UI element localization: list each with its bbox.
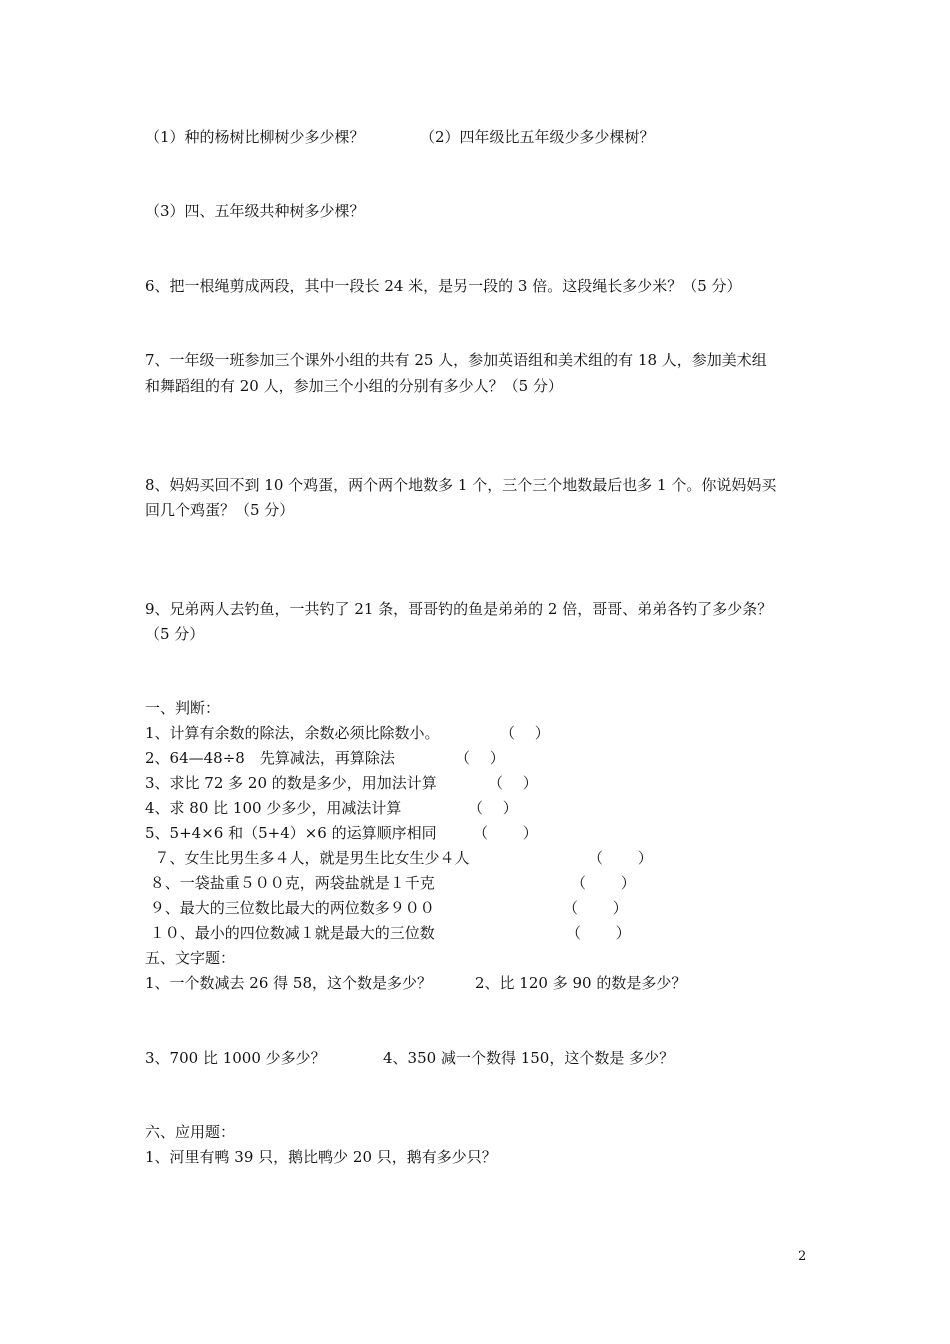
- sub-question-3: （3）四、五年级共种树多少棵？: [145, 202, 365, 220]
- judgement-item-paren: （ ）: [588, 849, 653, 867]
- judgement-item-text: 3、求比 72 多 20 的数是多少，用加法计算: [145, 774, 437, 792]
- judgement-item-text: 2、64—48÷8 先算减法，再算除法: [145, 749, 395, 767]
- sub-question-2: （2）四年级比五年级少多少棵树？: [420, 128, 655, 146]
- problem-8-line-1: 8、妈妈买回不到 10 个鸡蛋，两个两个地数多 1 个，三个三个地数最后也多 1 个。你说妈妈买: [145, 476, 777, 494]
- word-problem-3: 3、700 比 1000 少多少？: [145, 1049, 326, 1067]
- application-problem-1: 1、河里有鸭 39 只，鹅比鸭少 20 只，鹅有多少只？: [145, 1148, 497, 1166]
- application-heading: 六、应用题：: [145, 1123, 236, 1141]
- judgement-item-paren: （ ）: [473, 824, 538, 842]
- sub-question-1: （1）种的杨树比柳树少多少棵？: [145, 128, 365, 146]
- judgement-item-paren: （ ）: [563, 899, 628, 917]
- judgement-item-paren: （ ）: [566, 924, 631, 942]
- judgement-item-text: 4、求 80 比 100 少多少，用减法计算: [145, 799, 402, 817]
- problem-8-line-2: 回几个鸡蛋？（5 分）: [145, 501, 295, 519]
- judgement-item-text: ８、一袋盐重５００克，两袋盐就是１千克: [145, 874, 435, 892]
- judgement-item-paren: （ ）: [468, 799, 518, 817]
- word-problem-4: 4、350 减一个数得 150，这个数是 多少？: [383, 1049, 675, 1067]
- problem-9-line-2: （5 分）: [145, 625, 205, 643]
- problem-6: 6、把一根绳剪成两段，其中一段长 24 米，是另一段的 3 倍。这段绳长多少米？（5 分）: [145, 277, 742, 295]
- judgement-item-text: 5、5+4×6 和（5+4）×6 的运算顺序相同: [145, 824, 437, 842]
- problem-9-line-1: 9、兄弟两人去钓鱼，一共钓了 21 条，哥哥钓的鱼是弟弟的 2 倍，哥哥、弟弟各钓了多少条？: [145, 600, 773, 618]
- judgement-item-paren: （ ）: [488, 774, 538, 792]
- judgement-item-text: １０、最小的四位数减１就是最大的三位数: [145, 924, 435, 942]
- judgement-item-paren: （ ）: [500, 724, 550, 742]
- judgement-item-paren: （ ）: [571, 874, 636, 892]
- page-number: 2: [798, 1249, 807, 1264]
- problem-7-line-2: 和舞蹈组的有 20 人，参加三个小组的分别有多少人？（5 分）: [145, 377, 563, 395]
- word-problem-1: 1、一个数减去 26 得 58，这个数是多少？: [145, 974, 433, 992]
- judgement-item-paren: （ ）: [455, 749, 505, 767]
- problem-7-line-1: 7、一年级一班参加三个课外小组的共有 25 人，参加英语组和美术组的有 18 人，参加美术组: [145, 351, 767, 369]
- word-problem-2: 2、比 120 多 90 的数是多少？: [475, 974, 687, 992]
- judgement-item-text: ９、最大的三位数比最大的两位数多９００: [145, 899, 435, 917]
- judgement-item-text: 1、计算有余数的除法，余数必须比除数小。: [145, 724, 440, 742]
- judgement-item-text: ７、女生比男生多４人，就是男生比女生少４人: [145, 849, 470, 867]
- word-problems-heading: 五、文字题：: [145, 949, 236, 967]
- judgement-heading: 一、判断：: [145, 699, 221, 717]
